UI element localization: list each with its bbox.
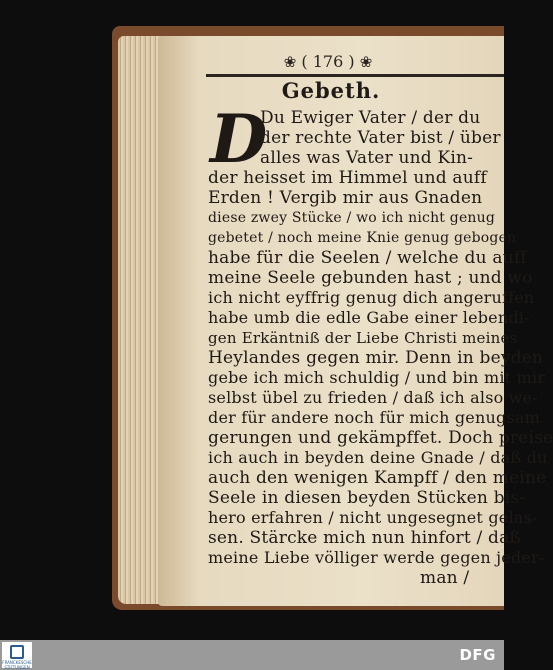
text-line: der heisset im Himmel und auff xyxy=(208,168,487,188)
text-line: Du Ewiger Vater / der du xyxy=(260,108,481,128)
text-line: meine Liebe völliger werde gegen jeder- xyxy=(208,548,545,567)
ornament-left-icon: ❀ xyxy=(283,53,297,71)
text-line: Heylandes gegen mir. Denn in beyden xyxy=(208,348,544,368)
text-line: habe für die Seelen / welche du auff xyxy=(208,248,527,268)
text-line: der für andere noch für mich genugsam xyxy=(208,408,540,427)
text-line: gebe ich mich schuldig / und bin mit mir xyxy=(208,368,546,387)
logo-mark-icon xyxy=(10,645,24,659)
text-line: hero erfahren / nicht ungesegnet gelas- xyxy=(208,508,538,527)
ornament-right-icon: ❀ xyxy=(359,53,373,71)
book-page xyxy=(158,36,553,606)
text-line: habe umb die edle Gabe einer lebendi- xyxy=(208,308,530,327)
text-line: auch den wenigen Kampff / den meine xyxy=(208,468,547,488)
drop-initial: D xyxy=(210,100,268,178)
text-line: ich auch in beyden deine Gnade / daß du xyxy=(208,448,548,467)
text-line: gen Erkäntniß der Liebe Christi meines xyxy=(208,329,518,347)
viewer-footer-bar xyxy=(0,640,504,670)
text-line: meine Seele gebunden hast ; und wo xyxy=(208,268,533,288)
dfg-logo[interactable]: DFG xyxy=(459,646,496,664)
header-rule xyxy=(206,74,504,77)
logo-text: FRANCKESCHE STIFTUNGEN xyxy=(2,660,32,670)
text-line: man / xyxy=(420,568,470,588)
text-line: gerungen und gekämpffet. Doch preise xyxy=(208,428,553,448)
text-line: Seele in diesen beyden Stücken bis- xyxy=(208,488,526,508)
text-line: diese zwey Stücke / wo ich nicht genug xyxy=(208,210,496,226)
text-line: gebetet / noch meine Knie genug gebogen xyxy=(208,230,517,246)
text-line: selbst übel zu frieden / daß ich also we- xyxy=(208,388,538,407)
text-line: Erden ! Vergib mir aus Gnaden xyxy=(208,188,483,208)
text-line: ich nicht eyffrig genug dich angeruffen xyxy=(208,288,535,307)
text-line: alles was Vater und Kin- xyxy=(260,148,474,168)
text-line: der rechte Vater bist / über xyxy=(260,128,501,148)
page-number: ( 176 ) xyxy=(301,52,355,71)
page-title: Gebeth. xyxy=(281,78,381,103)
text-line: sen. Stärcke mich nun hinfort / daß xyxy=(208,528,521,548)
page-header xyxy=(218,52,438,71)
institution-logo[interactable] xyxy=(2,642,32,668)
